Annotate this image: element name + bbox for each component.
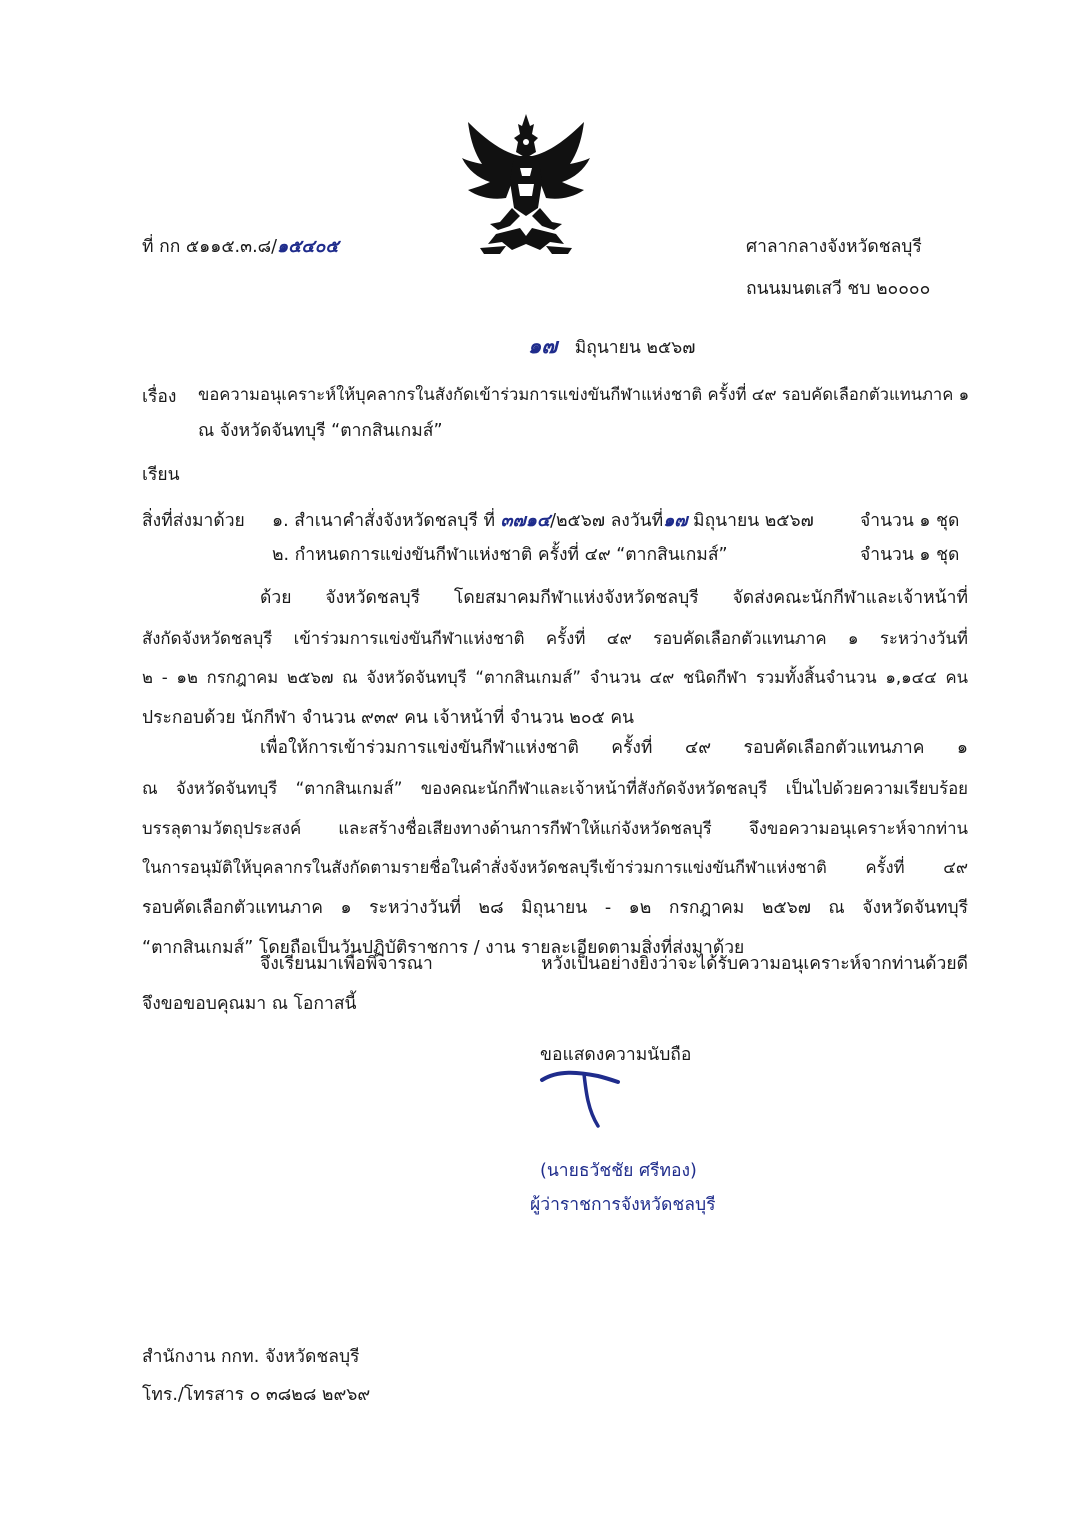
- footer-office: สำนักงาน กกท. จังหวัดชลบุรี: [142, 1347, 360, 1367]
- office-address: ถนนมนตเสวี ชบ ๒๐๐๐๐: [746, 279, 931, 299]
- enclosures-label: สิ่งที่ส่งมาด้วย: [142, 511, 245, 531]
- subject-line-1: ขอความอนุเคราะห์ให้บุคลากรในสังกัดเข้าร่วมการแข่งขันกีฬาแห่งชาติ ครั้งที่ ๔๙ รอบคัดเลือกตัวแทนภาค ๑: [198, 385, 970, 404]
- signer-title: ผู้ว่าราชการจังหวัดชลบุรี: [530, 1195, 716, 1215]
- signature-icon: [538, 1062, 628, 1132]
- body-paragraph-3: [142, 944, 968, 1024]
- enclosure-1-suffix: มิถุนายน ๒๕๖๗: [693, 511, 814, 531]
- enclosure-item-2: ๒. กำหนดการแข่งขันกีฬาแห่งชาติ ครั้งที่ ๔๙ “ตากสินเกมส์”: [272, 545, 728, 565]
- paragraph-line: ด้วย จังหวัดชลบุรี โดยสมาคมกีฬาแห่งจังหวัดชลบุรี จัดส่งคณะนักกีฬาและเจ้าหน้าที่: [260, 588, 968, 608]
- closing-salutation: ขอแสดงความนับถือ: [540, 1045, 692, 1065]
- paragraph-line: ๒ - ๑๒ กรกฎาคม ๒๕๖๗ ณ จังหวัดจันทบุรี “ตากสินเกมส์” จำนวน ๔๙ ชนิดกีฬา รวมทั้งสิ้นจำนวน ๑,๑๔๔ คน: [142, 668, 968, 687]
- recipient-label: เรียน: [142, 465, 180, 485]
- signer-name: (นายธวัชชัย ศรีทอง): [540, 1161, 697, 1181]
- paragraph-line: บรรลุตามวัตถุประสงค์ และสร้างชื่อเสียงทางด้านการกีฬาให้แก่จังหวัดชลบุรี จึงขอความอนุเคราะห์จากท่าน: [142, 818, 968, 838]
- subject-line-2: ณ จังหวัดจันทบุรี “ตากสินเกมส์”: [198, 421, 443, 441]
- reference-number-handwritten: ๑๕๔๐๕: [277, 237, 339, 257]
- date-month-year: มิถุนายน ๒๕๖๗: [574, 338, 696, 358]
- footer-phone: โทร./โทรสาร ๐ ๓๘๒๘ ๒๙๖๙: [142, 1385, 371, 1405]
- body-paragraph-1: [142, 578, 968, 738]
- enclosure-item-1: [272, 506, 814, 534]
- paragraph-line: จึงขอขอบคุณมา ณ โอกาสนี้: [142, 994, 357, 1014]
- paragraph-line: “ตากสินเกมส์” โดยถือเป็นวันปฏิบัติราชการ / งาน รายละเอียดตามสิ่งที่ส่งมาด้วย: [142, 938, 745, 958]
- paragraph-line: ในการอนุมัติให้บุคลากรในสังกัดตามรายชื่อในคำสั่งจังหวัดชลบุรีเข้าร่วมการแข่งขันกีฬาแห่งชาติ ครั้งที่ ๔๙: [142, 858, 968, 877]
- reference-prefix: ที่ กก ๕๑๑๕.๓.๘/: [142, 237, 278, 257]
- garuda-emblem-icon: [460, 112, 592, 258]
- paragraph-line: ประกอบด้วย นักกีฬา จำนวน ๙๓๙ คน เจ้าหน้าที่ จำนวน ๒๐๕ คน: [142, 708, 634, 728]
- paragraph-line: รอบคัดเลือกตัวแทนภาค ๑ ระหว่างวันที่ ๒๘ มิถุนายน - ๑๒ กรกฎาคม ๒๕๖๗ ณ จังหวัดจันทบุรี: [142, 898, 968, 918]
- paragraph-line: เพื่อให้การเข้าร่วมการแข่งขันกีฬาแห่งชาติ ครั้งที่ ๔๙ รอบคัดเลือกตัวแทนภาค ๑: [260, 738, 968, 758]
- paragraph-line: สังกัดจังหวัดชลบุรี เข้าร่วมการแข่งขันกีฬาแห่งชาติ ครั้งที่ ๔๙ รอบคัดเลือกตัวแทนภาค ๑ ระหว่างวันที่: [142, 628, 968, 648]
- enclosure-1-prefix: ๑. สำเนาคำสั่งจังหวัดชลบุรี ที่: [272, 511, 496, 531]
- paragraph-line: ณ จังหวัดจันทบุรี “ตากสินเกมส์” ของคณะนักกีฬาและเจ้าหน้าที่สังกัดจังหวัดชลบุรี เป็นไปด้วยความเรียบร้อย: [142, 778, 968, 798]
- body-paragraph-2: [142, 728, 968, 968]
- enclosure-2-quantity: จำนวน ๑ ชุด: [860, 545, 960, 565]
- enclosure-1-day-handwritten: ๑๗: [663, 511, 688, 531]
- enclosure-1-quantity: จำนวน ๑ ชุด: [860, 511, 960, 531]
- enclosure-1-number-handwritten: ๓๗๑๔: [500, 511, 551, 531]
- reference-number: [142, 232, 339, 260]
- subject-label: เรื่อง: [142, 387, 177, 407]
- paragraph-line: จึงเรียนมาเพื่อพิจารณา หวังเป็นอย่างยิ่งว่าจะได้รับความอนุเคราะห์จากท่านด้วยดี: [260, 954, 968, 974]
- office-name: ศาลากลางจังหวัดชลบุรี: [746, 237, 922, 257]
- letter-date: [528, 330, 695, 363]
- enclosure-1-middle: /๒๕๖๗ ลงวันที่: [550, 511, 664, 531]
- date-day-handwritten: ๑๗: [528, 334, 558, 358]
